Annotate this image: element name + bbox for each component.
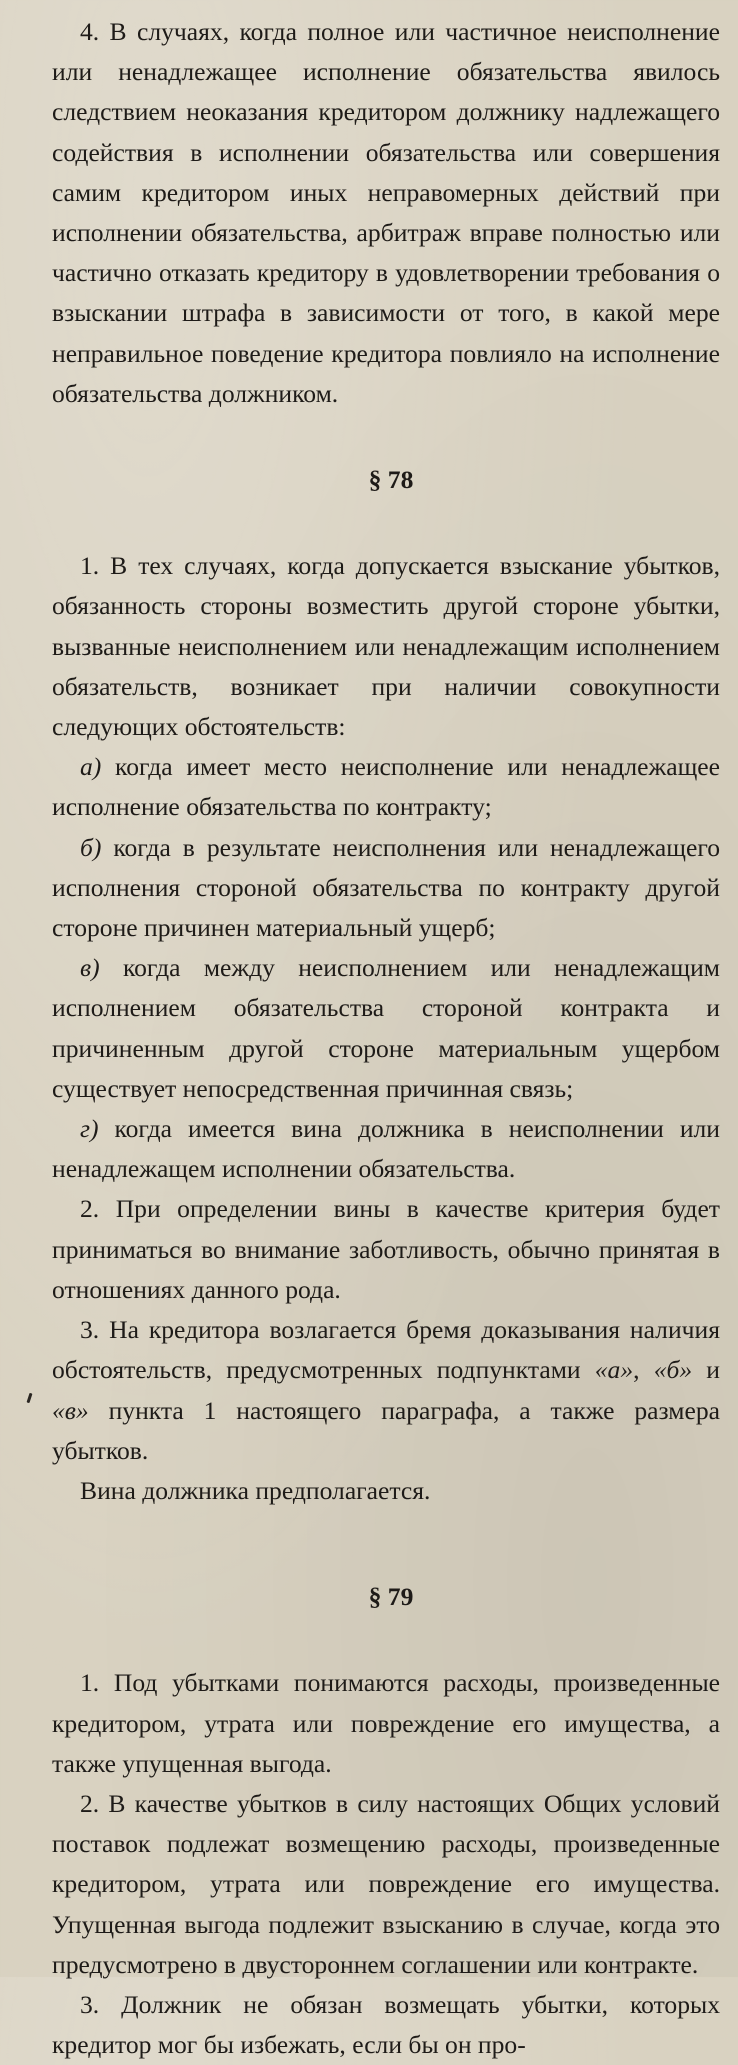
item-marker: а) [80,752,102,782]
clause-78-presumption: Вина должника предполагается. [80,1475,431,1505]
clause-79-3: 3. Должник не обязан возмещать убытки, которых кредитор мог бы избежать, если бы он про- [52,1989,720,2060]
clause-78-1-b [52,828,720,949]
item-marker: в) [80,953,100,983]
clause-79-2: 2. В качестве убытков в силу настоящих Общих условий поставок подлежат возмещению расходы, произведенные кредитором, утрата или повреждение его имущества. Упущенная выгода подлежит взысканию в случае, когда это предусмотрено в двустороннем соглашении или контракте. [52,1788,720,1979]
section-78-heading: § 78 [368,465,414,495]
item-text: когда имеется вина должника в неисполнении или ненадлежащем исполнении обязательства. [52,1114,720,1184]
clause-78-2: 2. При определении вины в качестве критерия будет приниматься во внимание заботливость, обычно принятая в отношениях данного рода. [52,1194,720,1304]
clause-78-1-c [52,948,720,1109]
clause-79-1: 1. Под убытками понимаются расходы, произведенные кредитором, утрата или повреждение его имущества, а также упущенная выгода. [52,1668,720,1778]
separator: , [633,1355,654,1385]
clause-77-4: 4. В случаях, когда полное или частичное неисполнение или ненадлежащее исполнение обязательства явилось следствием неоказания кредитором должнику надлежащего содействия в исполнении обязательства или совершения самим кредитором иных неправомерных действий при исполнении обязательства, арбитраж вправе полностью или частично отказать кредитору в удовлетворении требования о взыскании штрафа в зависимости от того, в какой мере неправильное поведение кредитора повлияло на исполнение обязательства должником. [52,17,720,408]
quoted-letter: «а» [594,1355,634,1385]
item-text: когда имеет место неисполнение или ненадлежащее исполнение обязательства по контракту; [52,752,720,822]
clause-78-1-d [52,1109,720,1189]
clause-78-1: 1. В тех случаях, когда допускается взыскание убытков, обязанность стороны возместить другой стороне убытки, вызванные неисполнением или ненадлежащим исполнением обязательств, возникает при наличии совокупности следующих обстоятельств: [52,551,720,742]
item-marker: г) [80,1114,99,1144]
clause-78-3 [52,1310,720,1471]
separator: и [692,1355,720,1385]
stray-print-mark [27,1393,33,1403]
item-marker: б) [80,832,102,862]
item-text: когда в результате неисполнения или ненадлежащего исполнения стороной обязательства по контракту другой стороне причинен материальный ущерб; [52,832,720,943]
item-text: когда между неисполнением или ненадлежащим исполнением обязательства стороной контракта и причиненным другой стороне материальным ущербом существует непосредственная причинная связь; [52,953,720,1103]
clause-text: 3. На кредитора возлагается бремя доказывания наличия обстоятельств, предусмотренных подпунктами [52,1315,720,1385]
clause-78-1-a [52,747,720,827]
clause-text: пункта 1 настоящего параграфа, а также размера убытков. [52,1395,720,1465]
section-79-heading: § 79 [368,1582,414,1612]
quoted-letter: «б» [653,1355,693,1385]
quoted-letter: «в» [52,1395,89,1425]
